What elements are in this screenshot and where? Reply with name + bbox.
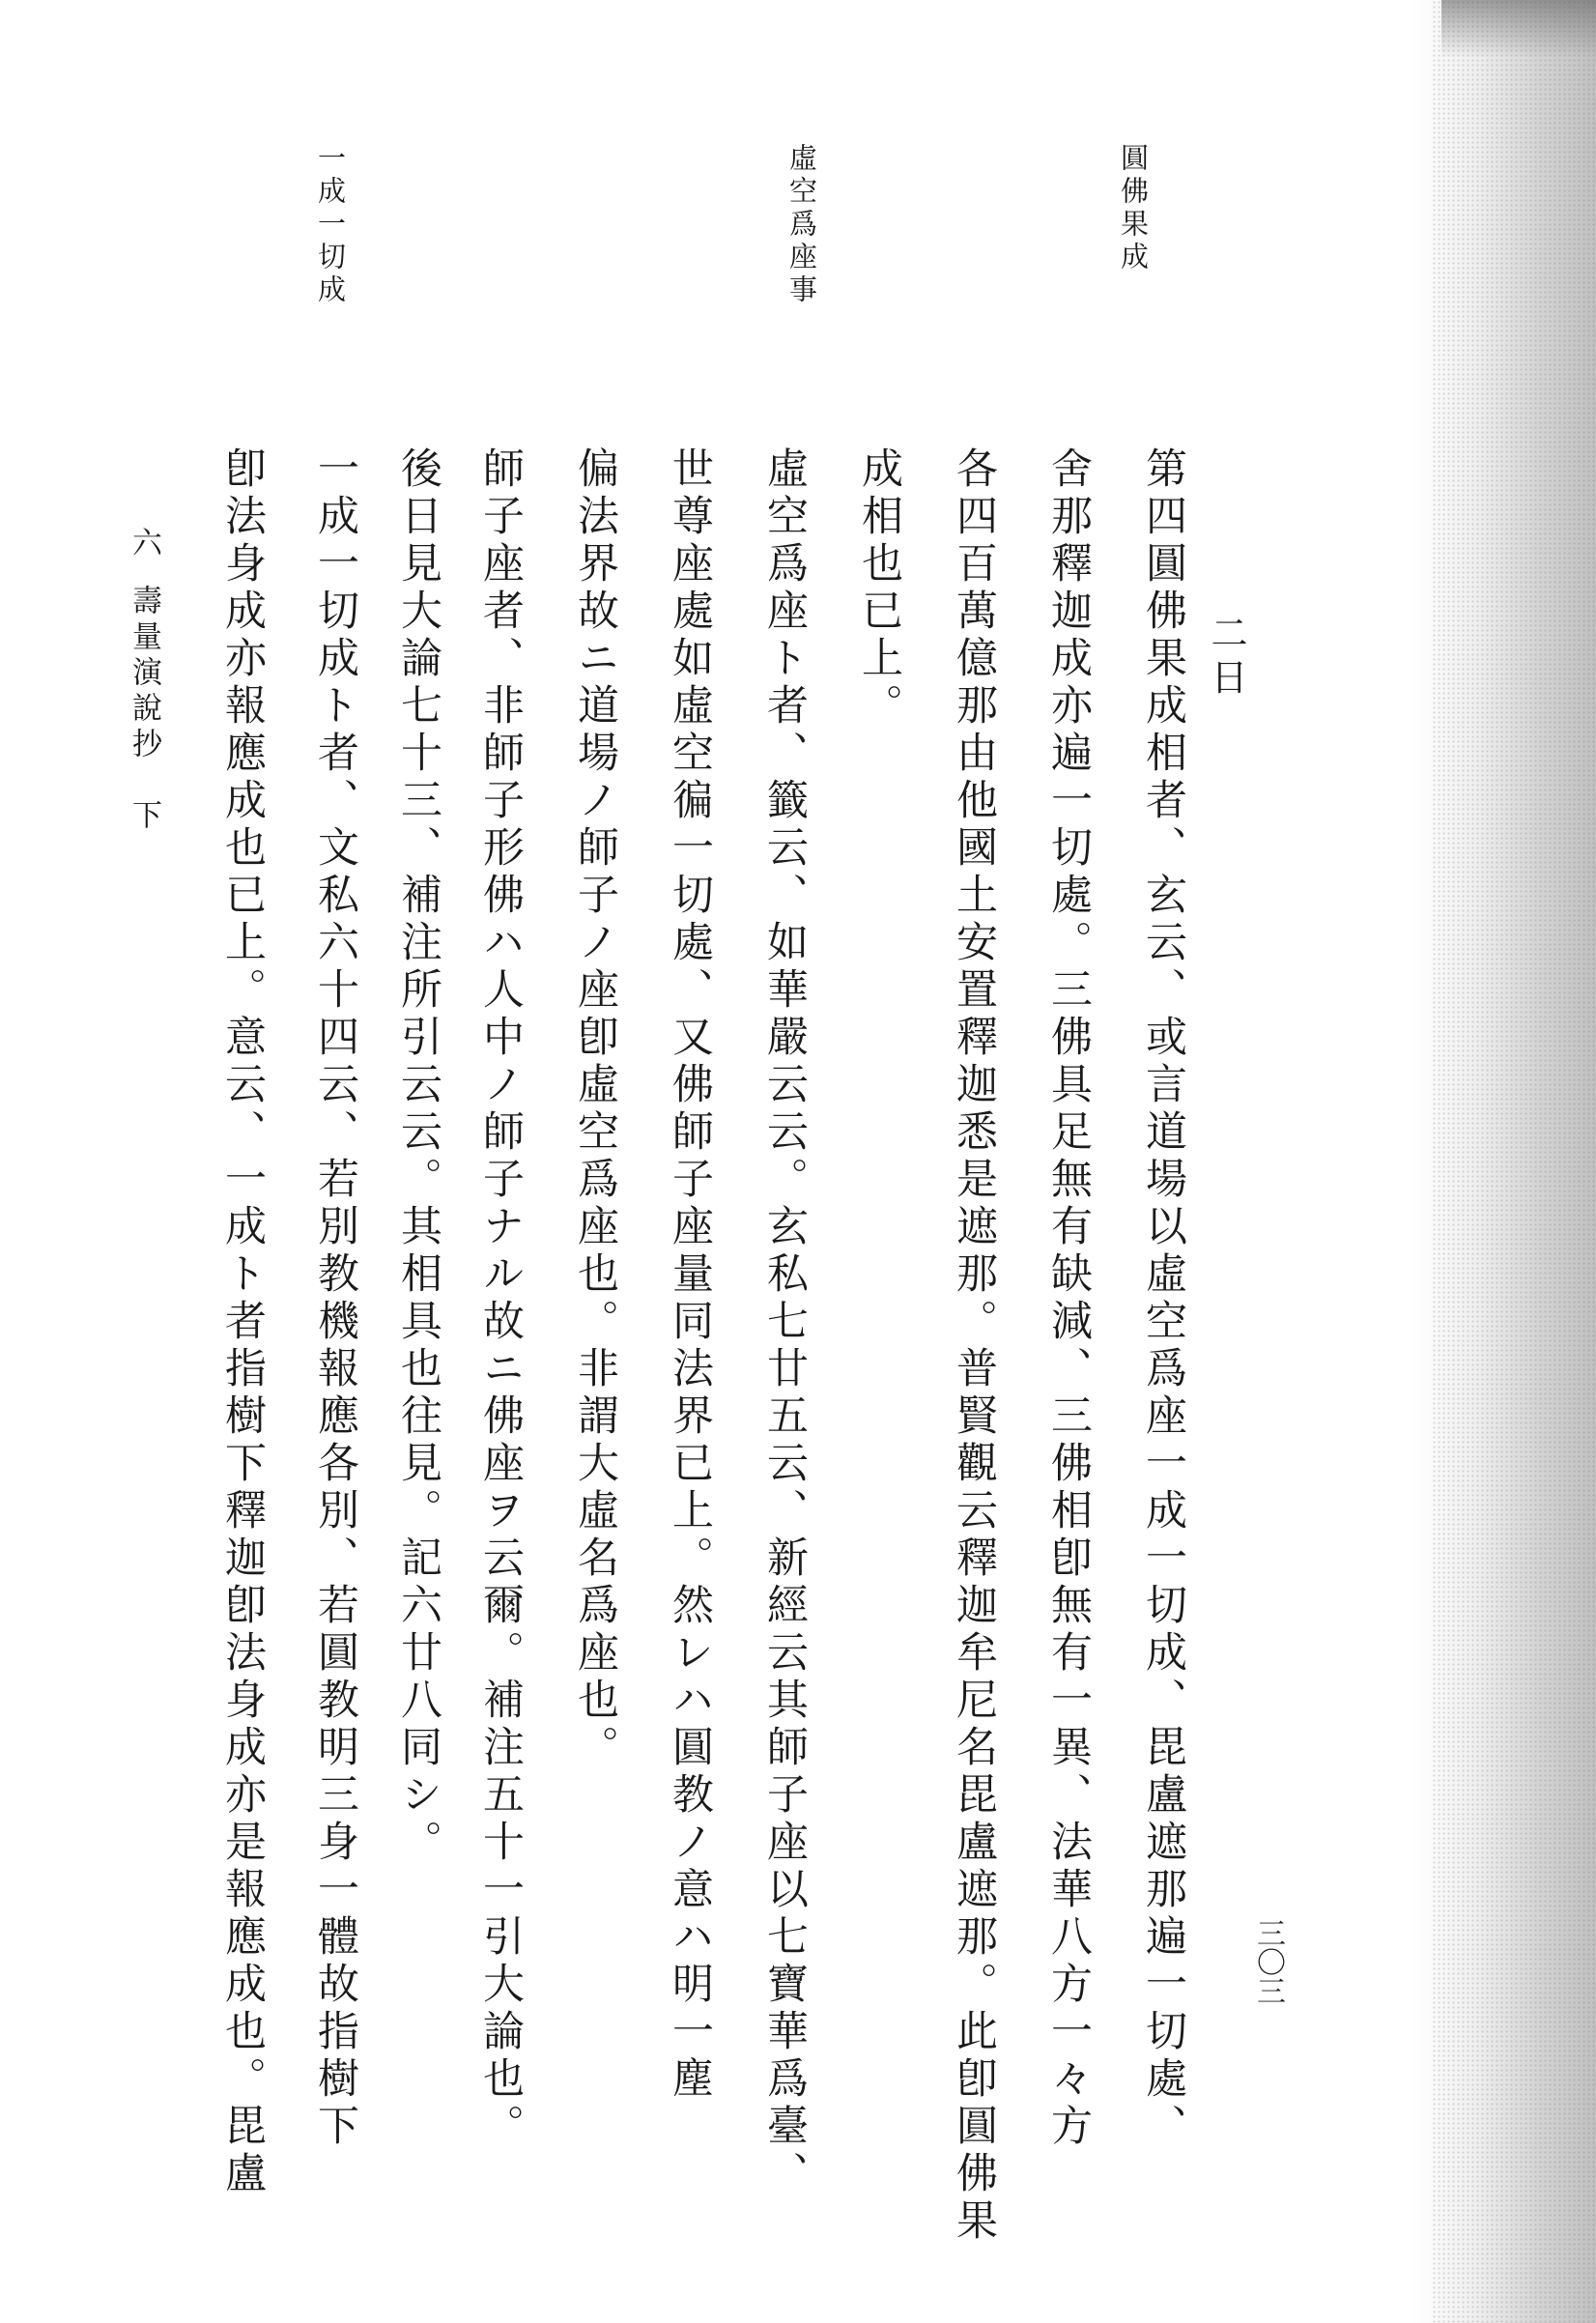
text-column-9: 後日見大論七十三、補注所引云云。其相具也往見。記六廿八同シ。 (394, 446, 442, 1867)
text-column-11: 卽法身成亦報應成也已上。意云、一成ト者指樹下釋迦卽法身成亦是報應成也。毘盧 (218, 446, 267, 2198)
text-column-5: 虛空爲座ト者、籤云、如華嚴云云。玄私七廿五云、新經云其師子座以七寶華爲臺、 (760, 446, 809, 2198)
text-column-8: 師子座者、非師子形佛ハ人中ノ師子ナル故ニ佛座ヲ云爾。補注五十一引大論也。 (476, 446, 525, 2151)
margin-heading-1: 圓佛果成 (1117, 143, 1150, 274)
scan-corner-shadow (1441, 0, 1596, 58)
text-column-10: 一成一切成ト者、文私六十四云、若別教機報應各別、若圓教明三身一體故指樹下 (311, 446, 359, 2151)
text-column-3: 各四百萬億那由他國土安置釋迦悉是遮那。普賢觀云釋迦牟尼名毘盧遮那。此卽圓佛果 (950, 446, 998, 2246)
footer-book-title: 壽量演說抄 下 (127, 585, 161, 835)
text-column-1: 第四圓佛果成相者、玄云、或言道場以虛空爲座一成一切成、毘盧遮那遍一切處、 (1139, 446, 1187, 2151)
margin-heading-3: 一成一切成 (314, 143, 347, 307)
text-column-4: 成相也已上。 (855, 446, 903, 731)
footer-chapter-number: 六 (127, 527, 161, 557)
text-column-7: 偏法界故ニ道場ノ師子ノ座卽虛空爲座也。非謂大虛名爲座也。 (571, 446, 619, 1772)
scan-gutter-texture (1432, 0, 1596, 2323)
margin-heading-2: 虛空爲座事 (785, 143, 818, 307)
page-number: 三〇三 (1251, 1918, 1285, 2005)
text-column-2: 舍那釋迦成亦遍一切處。三佛具足無有缺減、三佛相卽無有一異、法華八方一々方 (1044, 446, 1093, 2151)
section-title: 二日 (1205, 614, 1247, 703)
text-column-6: 世尊座處如虛空徧一切處、又佛師子座量同法界已上。然レハ圓教ノ意ハ明一塵 (666, 446, 714, 2104)
